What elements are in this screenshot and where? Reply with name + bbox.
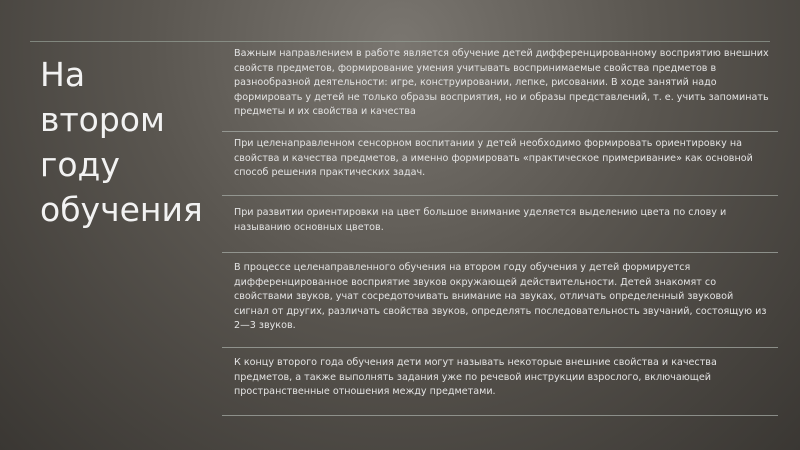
paragraph-5: К концу второго года обучения дети могут называть некоторые внешние свойства и качества предметов, а также выполнять задания уже по речевой инструкции взрослого, включающей пространственные отношения между предметами. bbox=[222, 348, 778, 416]
title-line: обучения bbox=[40, 190, 203, 229]
paragraph-2: При целенаправленном сенсорном воспитании у детей необходимо формировать ориентировку на свойства и качества предметов, а именно формировать «практическое примеривание» как основной способ решения практических задач. bbox=[222, 132, 778, 196]
slide-title bbox=[40, 52, 220, 232]
title-line: году bbox=[40, 145, 120, 184]
paragraph-4: В процессе целенаправленного обучения на втором году обучения у детей формируется дифференцированное восприятие звуков окружающей действительности. Детей знакомят со свойствами звуков, учат сосредоточивать внимание на звуках, отличать определенный звуковой сигнал от других, различать свойства звуков, определять последовательность звучаний, состоящую из 2—3 звуков. bbox=[222, 253, 778, 348]
title-line: На bbox=[40, 55, 86, 94]
content-list bbox=[222, 42, 778, 416]
paragraph-1: Важным направлением в работе является обучение детей дифференцированному восприятию внешних свойств предметов, формирование умения учитывать воспринимаемые свойства предметов в разнообразной деятельности: игре, конструировании, лепке, рисовании. В ходе занятий надо формировать у детей не только образы восприятия, но и образы представлений, т. е. учить запоминать предметы и их свойства и качества bbox=[222, 42, 778, 132]
title-line: втором bbox=[40, 100, 165, 139]
paragraph-3: При развитии ориентировки на цвет большое внимание уделяется выделению цвета по слову и называнию основных цветов. bbox=[222, 196, 778, 253]
